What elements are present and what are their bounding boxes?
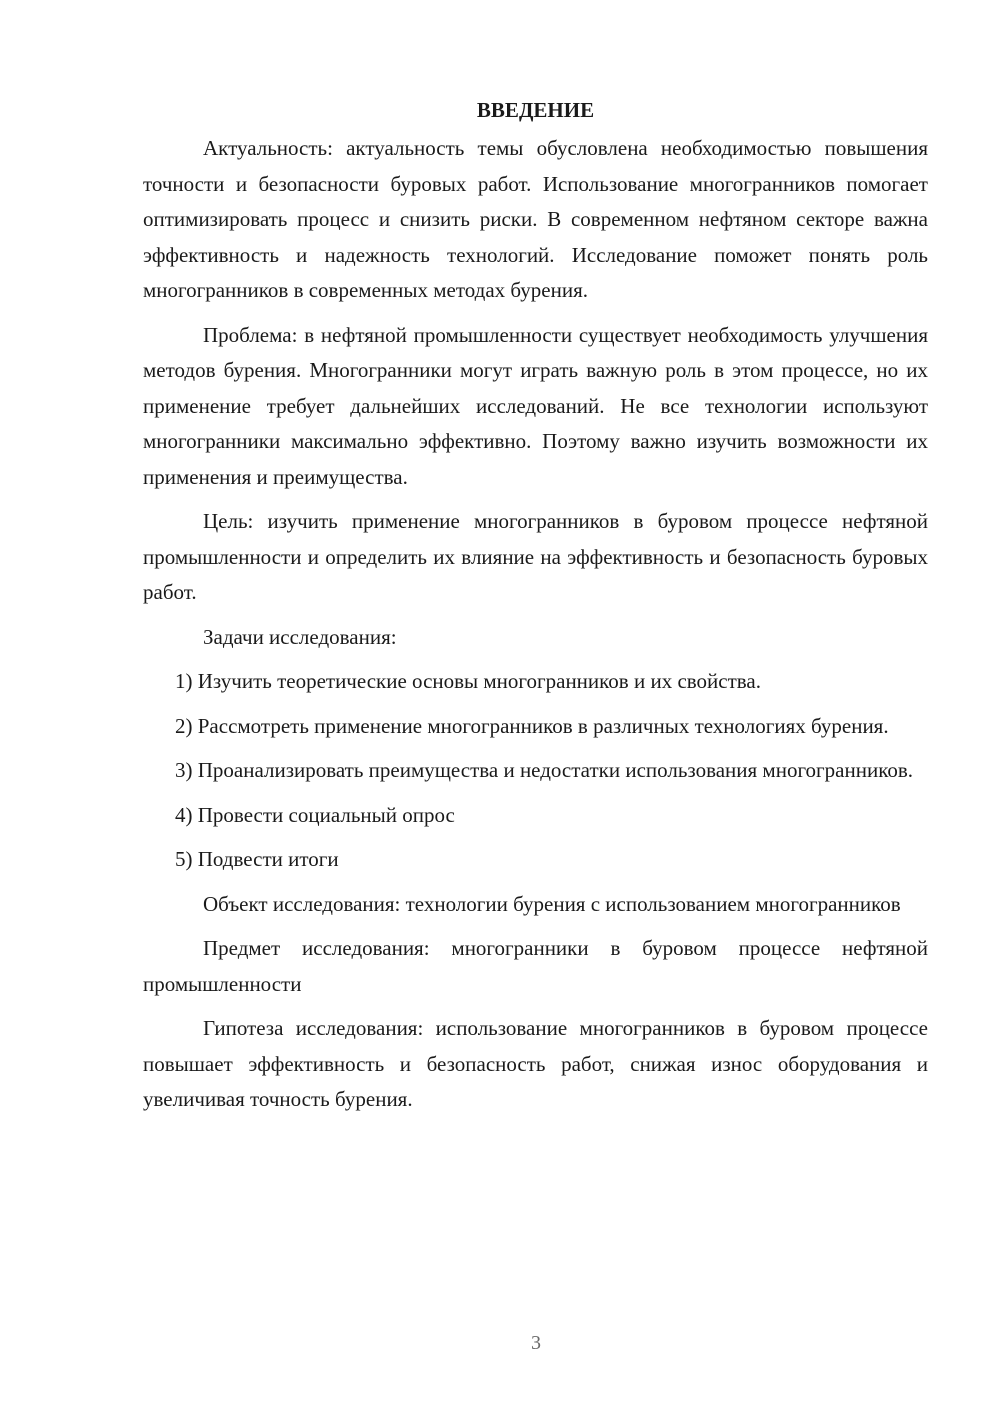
paragraph-tasks-heading: Задачи исследования: <box>203 624 397 649</box>
page-number: 3 <box>531 1332 541 1354</box>
page-content <box>143 92 928 1118</box>
paragraph-object: Объект исследования: технологии бурения с использованием многогранников <box>203 891 901 916</box>
paragraph-subject: Предмет исследования: многогранники в буровом процессе нефтяной промышленности <box>143 936 928 996</box>
task-item-1: 1) Изучить теоретические основы многогранников и их свойства. <box>175 669 761 693</box>
task-item-5: 5) Подвести итоги <box>175 847 339 871</box>
paragraph-goal: Цель: изучить применение многогранников в буровом процессе нефтяной промышленности и определить их влияние на эффективность и безопасность буровых работ. <box>143 509 928 604</box>
task-item-4: 4) Провести социальный опрос <box>175 802 455 827</box>
task-item-2: 2) Рассмотреть применение многогранников в различных технологиях бурения. <box>175 713 889 738</box>
paragraph-problem: Проблема: в нефтяной промышленности существует необходимость улучшения методов бурения. Многогранники могут играть важную роль в этом процессе, но их применение требует дальнейших исследований. Не все технологии используют многогранники максимально эффективно. Поэтому важно изучить возможности их применения и преимущества. <box>143 322 928 489</box>
paragraph-relevance: Актуальность: актуальность темы обусловлена необходимостью повышения точности и безопасности буровых работ. Использование многогранников помогает оптимизировать процесс и снизить риски. В современном нефтяном секторе важна эффективность и надежность технологий. Исследование поможет понять роль многогранников в современных методах бурения. <box>143 136 928 302</box>
paragraph-hypothesis: Гипотеза исследования: использование многогранников в буровом процессе повышает эффективность и безопасность работ, снижая износ оборудования и увеличивая точность бурения. <box>143 1016 928 1111</box>
section-title: ВВЕДЕНИЕ <box>476 98 595 122</box>
task-item-3: 3) Проанализировать преимущества и недостатки использования многогранников. <box>175 758 913 782</box>
